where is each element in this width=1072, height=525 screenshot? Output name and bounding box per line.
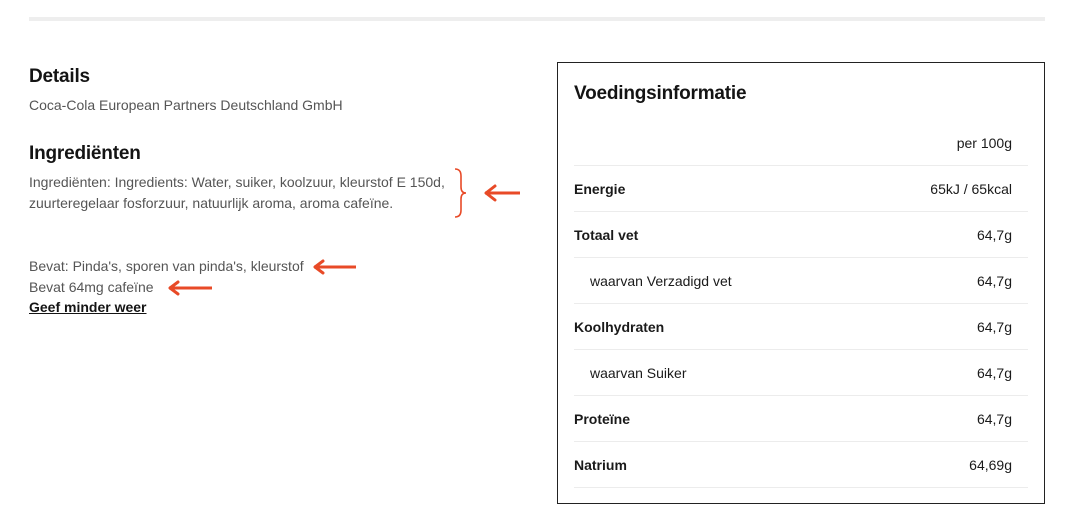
nutrient-label: Totaal vet [574,227,639,243]
nutrition-row [574,442,1028,488]
manufacturer-text: Coca-Cola European Partners Deutschland GmbH [29,97,343,113]
ingredients-heading: Ingrediënten [29,143,141,164]
ingredients-text-line-1: Ingrediënten: Ingredients: Water, suiker, koolzuur, kleurstof E 150d, [29,174,445,190]
nutrient-label: Energie [574,181,626,197]
nutrition-row [574,166,1028,212]
nutrient-value: 64,7g [976,227,1012,243]
details-heading: Details [29,66,90,87]
nutrition-panel [557,62,1045,504]
nutrient-value: 64,7g [976,273,1012,289]
allergens-text: Bevat: Pinda's, sporen van pinda's, kleurstof [29,258,304,274]
nutrition-row [574,258,1028,304]
caffeine-text: Bevat 64mg cafeïne [29,279,154,295]
per-amount-label: per 100g [956,135,1012,151]
allergens-arrow-icon [308,257,362,277]
nutrient-value: 64,7g [976,411,1012,427]
caffeine-arrow-icon [163,278,217,298]
nutrition-row [574,304,1028,350]
nutrient-value: 64,7g [976,365,1012,381]
nutrient-label: Proteïne [574,411,631,427]
nutrient-label: waarvan Verzadigd vet [590,273,732,289]
nutrition-per-header [574,120,1028,166]
nutrient-label: waarvan Suiker [590,365,687,381]
nutrient-value: 64,69g [969,457,1012,473]
nutrition-row [574,212,1028,258]
ingredients-brace-icon [450,166,530,220]
nutrition-row [574,396,1028,442]
nutrient-value: 65kJ / 65kcal [930,181,1012,197]
nutrition-row [574,350,1028,396]
nutrition-table [574,120,1028,488]
nutrient-label: Natrium [574,457,627,473]
nutrient-label: Koolhydraten [574,319,665,335]
ingredients-text-line-2: zuurteregelaar fosforzuur, natuurlijk aroma, aroma cafeïne. [29,195,394,211]
nutrient-value: 64,7g [976,319,1012,335]
section-divider [29,17,1045,21]
nutrition-title: Voedingsinformatie [574,83,747,104]
show-less-link[interactable]: Geef minder weer [29,299,147,315]
